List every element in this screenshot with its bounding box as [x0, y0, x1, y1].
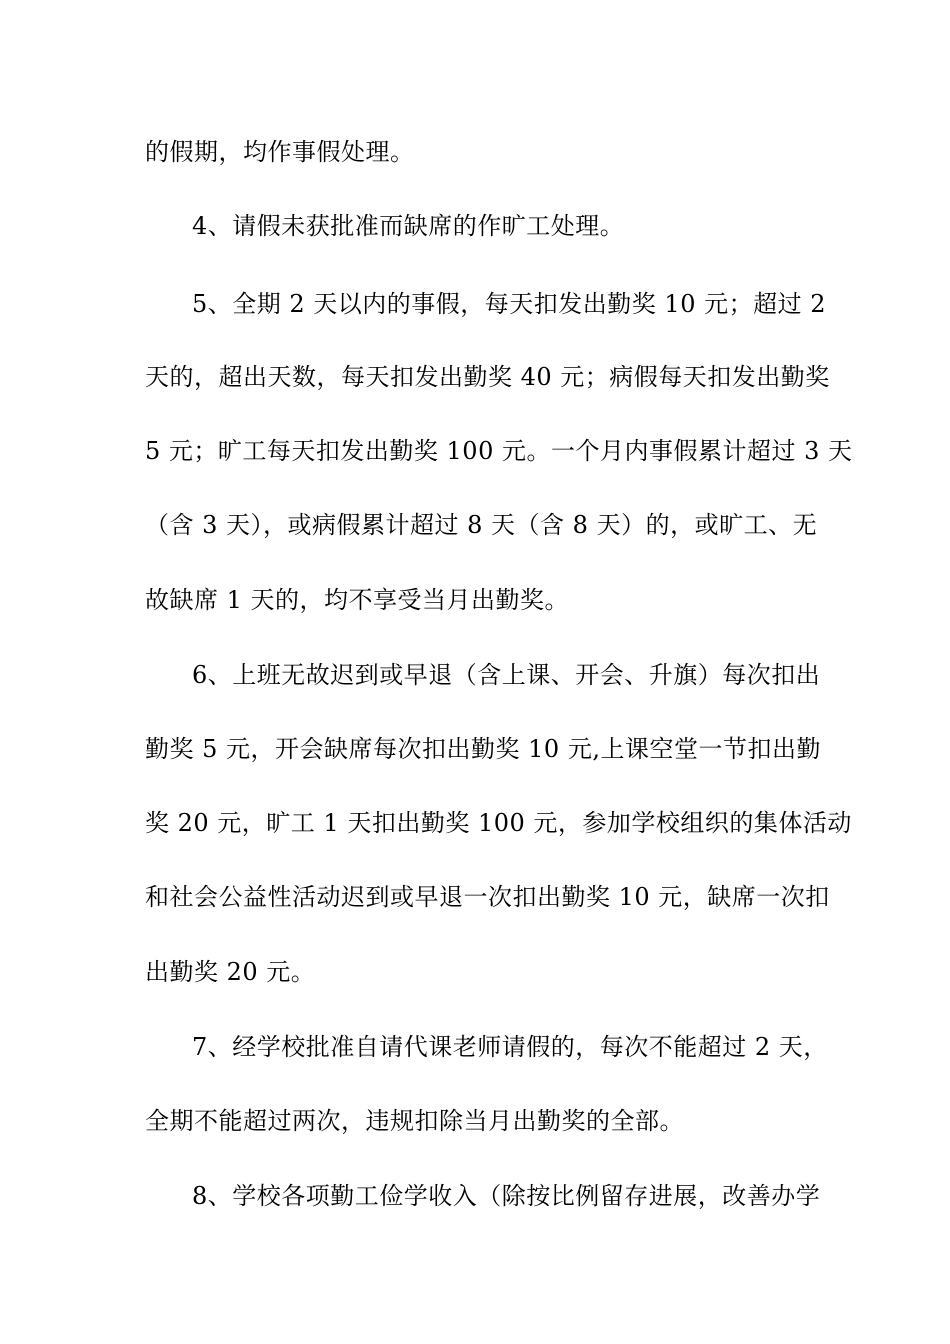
text-line-10: 奖 20 元，旷工 1 天扣出勤奖 100 元，参加学校组织的集体活动	[145, 809, 852, 837]
text-line-4: 天的，超出天数，每天扣发出勤奖 40 元；病假每天扣发出勤奖	[145, 363, 830, 391]
text-line-14: 全期不能超过两次，违规扣除当月出勤奖的全部。	[145, 1107, 684, 1135]
text-line-11: 和社会公益性活动迟到或早退一次扣出勤奖 10 元，缺席一次扣	[145, 883, 830, 911]
text-line-15: 8、学校各项勤工俭学收入（除按比例留存进展，改善办学	[192, 1182, 821, 1210]
text-line-8: 6、上班无故迟到或早退（含上课、开会、升旗）每次扣出	[192, 661, 821, 689]
text-line-5: 5 元；旷工每天扣发出勤奖 100 元。一个月内事假累计超过 3 天	[145, 437, 853, 465]
text-line-3: 5、全期 2 天以内的事假，每天扣发出勤奖 10 元；超过 2	[192, 290, 826, 318]
text-line-1: 的假期，均作事假处理。	[145, 138, 415, 166]
text-line-6: （含 3 天），或病假累计超过 8 天（含 8 天）的，或旷工、无	[145, 511, 818, 539]
text-line-7: 故缺席 1 天的，均不享受当月出勤奖。	[145, 586, 570, 614]
text-line-2: 4、请假未获批准而缺席的作旷工处理。	[192, 212, 625, 240]
text-line-9: 勤奖 5 元，开会缺席每次扣出勤奖 10 元,上课空堂一节扣出勤	[145, 735, 821, 763]
text-line-13: 7、经学校批准自请代课老师请假的，每次不能超过 2 天，	[192, 1033, 828, 1061]
text-line-12: 出勤奖 20 元。	[145, 958, 316, 986]
